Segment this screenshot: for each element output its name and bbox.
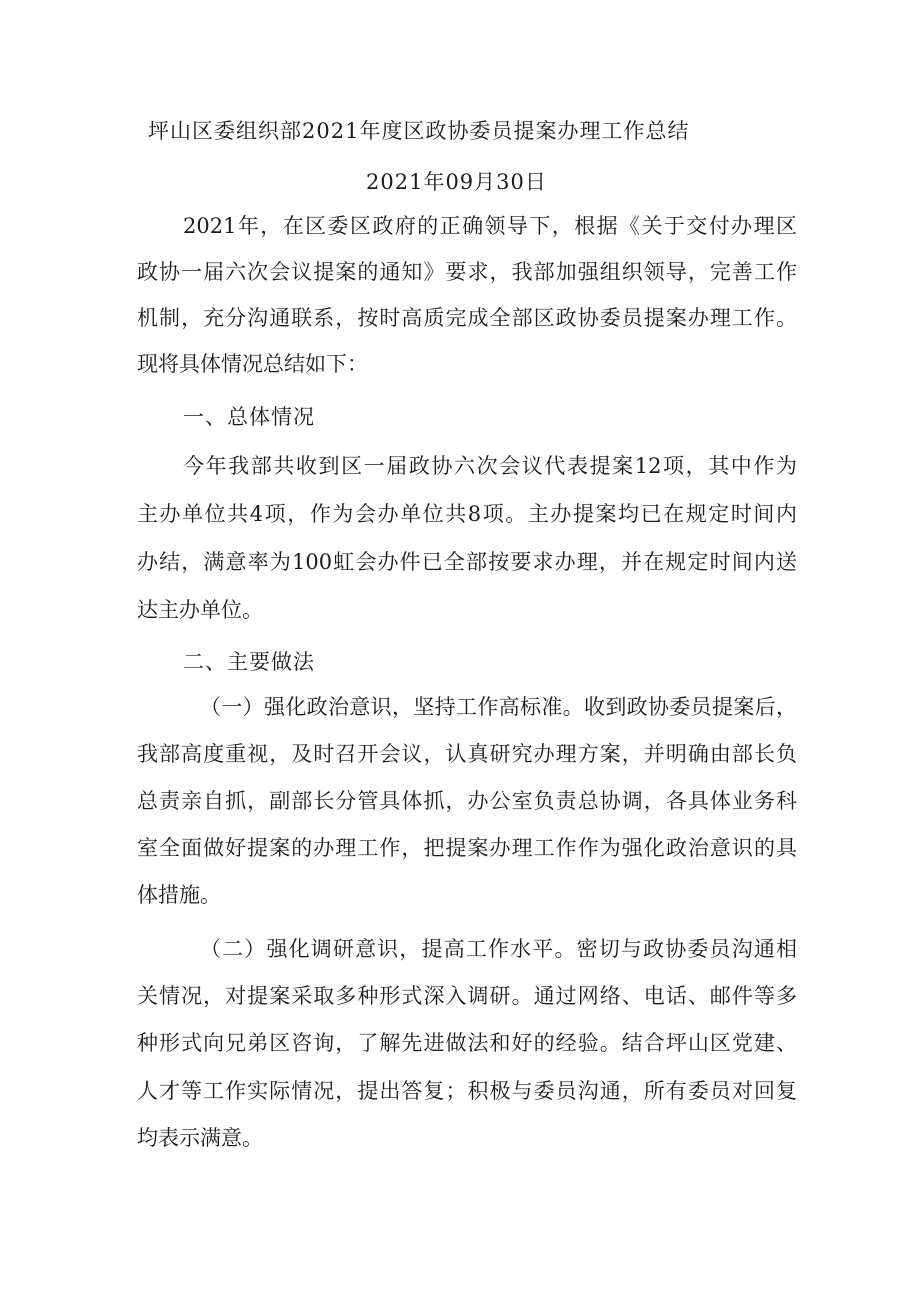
- item2-line: （二）强化调研意识，提高工作水平。密切与政协委员沟通相: [200, 937, 797, 961]
- item1-line: 体措施。: [137, 883, 221, 907]
- intro-line: 机制，充分沟通联系，按时高质完成全部区政协委员提案办理工作。: [137, 306, 797, 330]
- item2-line: 关情况，对提案采取多种形式深入调研。通过网络、电话、邮件等多: [137, 984, 797, 1008]
- item1-line: 总责亲自抓，副部长分管具体抓，办公室负责总协调，各具体业务科: [137, 789, 797, 813]
- section1-line: 达主办单位。: [137, 598, 263, 622]
- item1-line: （一）强化政治意识，坚持工作高标准。收到政协委员提案后，: [200, 695, 797, 719]
- item1-line: 室全面做好提案的办理工作，把提案办理工作作为强化政治意识的具: [137, 836, 797, 860]
- item2-line: 种形式向兄弟区咨询，了解先进做法和好的经验。结合坪山区党建、: [137, 1031, 797, 1055]
- section-heading-overview: 一、总体情况: [183, 405, 315, 429]
- section1-line: 主办单位共4项，作为会办单位共8项。主办提案均已在规定时间内: [137, 502, 797, 526]
- document-title: 坪山区委组织部2021年度区政协委员提案办理工作总结: [148, 119, 690, 143]
- item2-line: 人才等工作实际情况，提出答复；积极与委员沟通，所有委员对回复: [137, 1079, 797, 1103]
- section1-line: 今年我部共收到区一届政协六次会议代表提案12项，其中作为: [183, 454, 797, 478]
- section1-line: 办结，满意率为100虹会办件已全部按要求办理，并在规定时间内送: [137, 550, 797, 574]
- intro-line: 政协一届六次会议提案的通知》要求，我部加强组织领导，完善工作: [137, 260, 797, 284]
- intro-line: 2021年，在区委区政府的正确领导下，根据《关于交付办理区: [183, 214, 797, 238]
- section-heading-practices: 二、主要做法: [183, 650, 315, 674]
- item1-line: 我部高度重视，及时召开会议，认真研究办理方案，并明确由部长负: [137, 742, 797, 766]
- intro-line: 现将具体情况总结如下：: [137, 352, 368, 376]
- document-date: 2021年09月30日: [366, 170, 547, 194]
- item2-line: 均表示满意。: [137, 1126, 263, 1150]
